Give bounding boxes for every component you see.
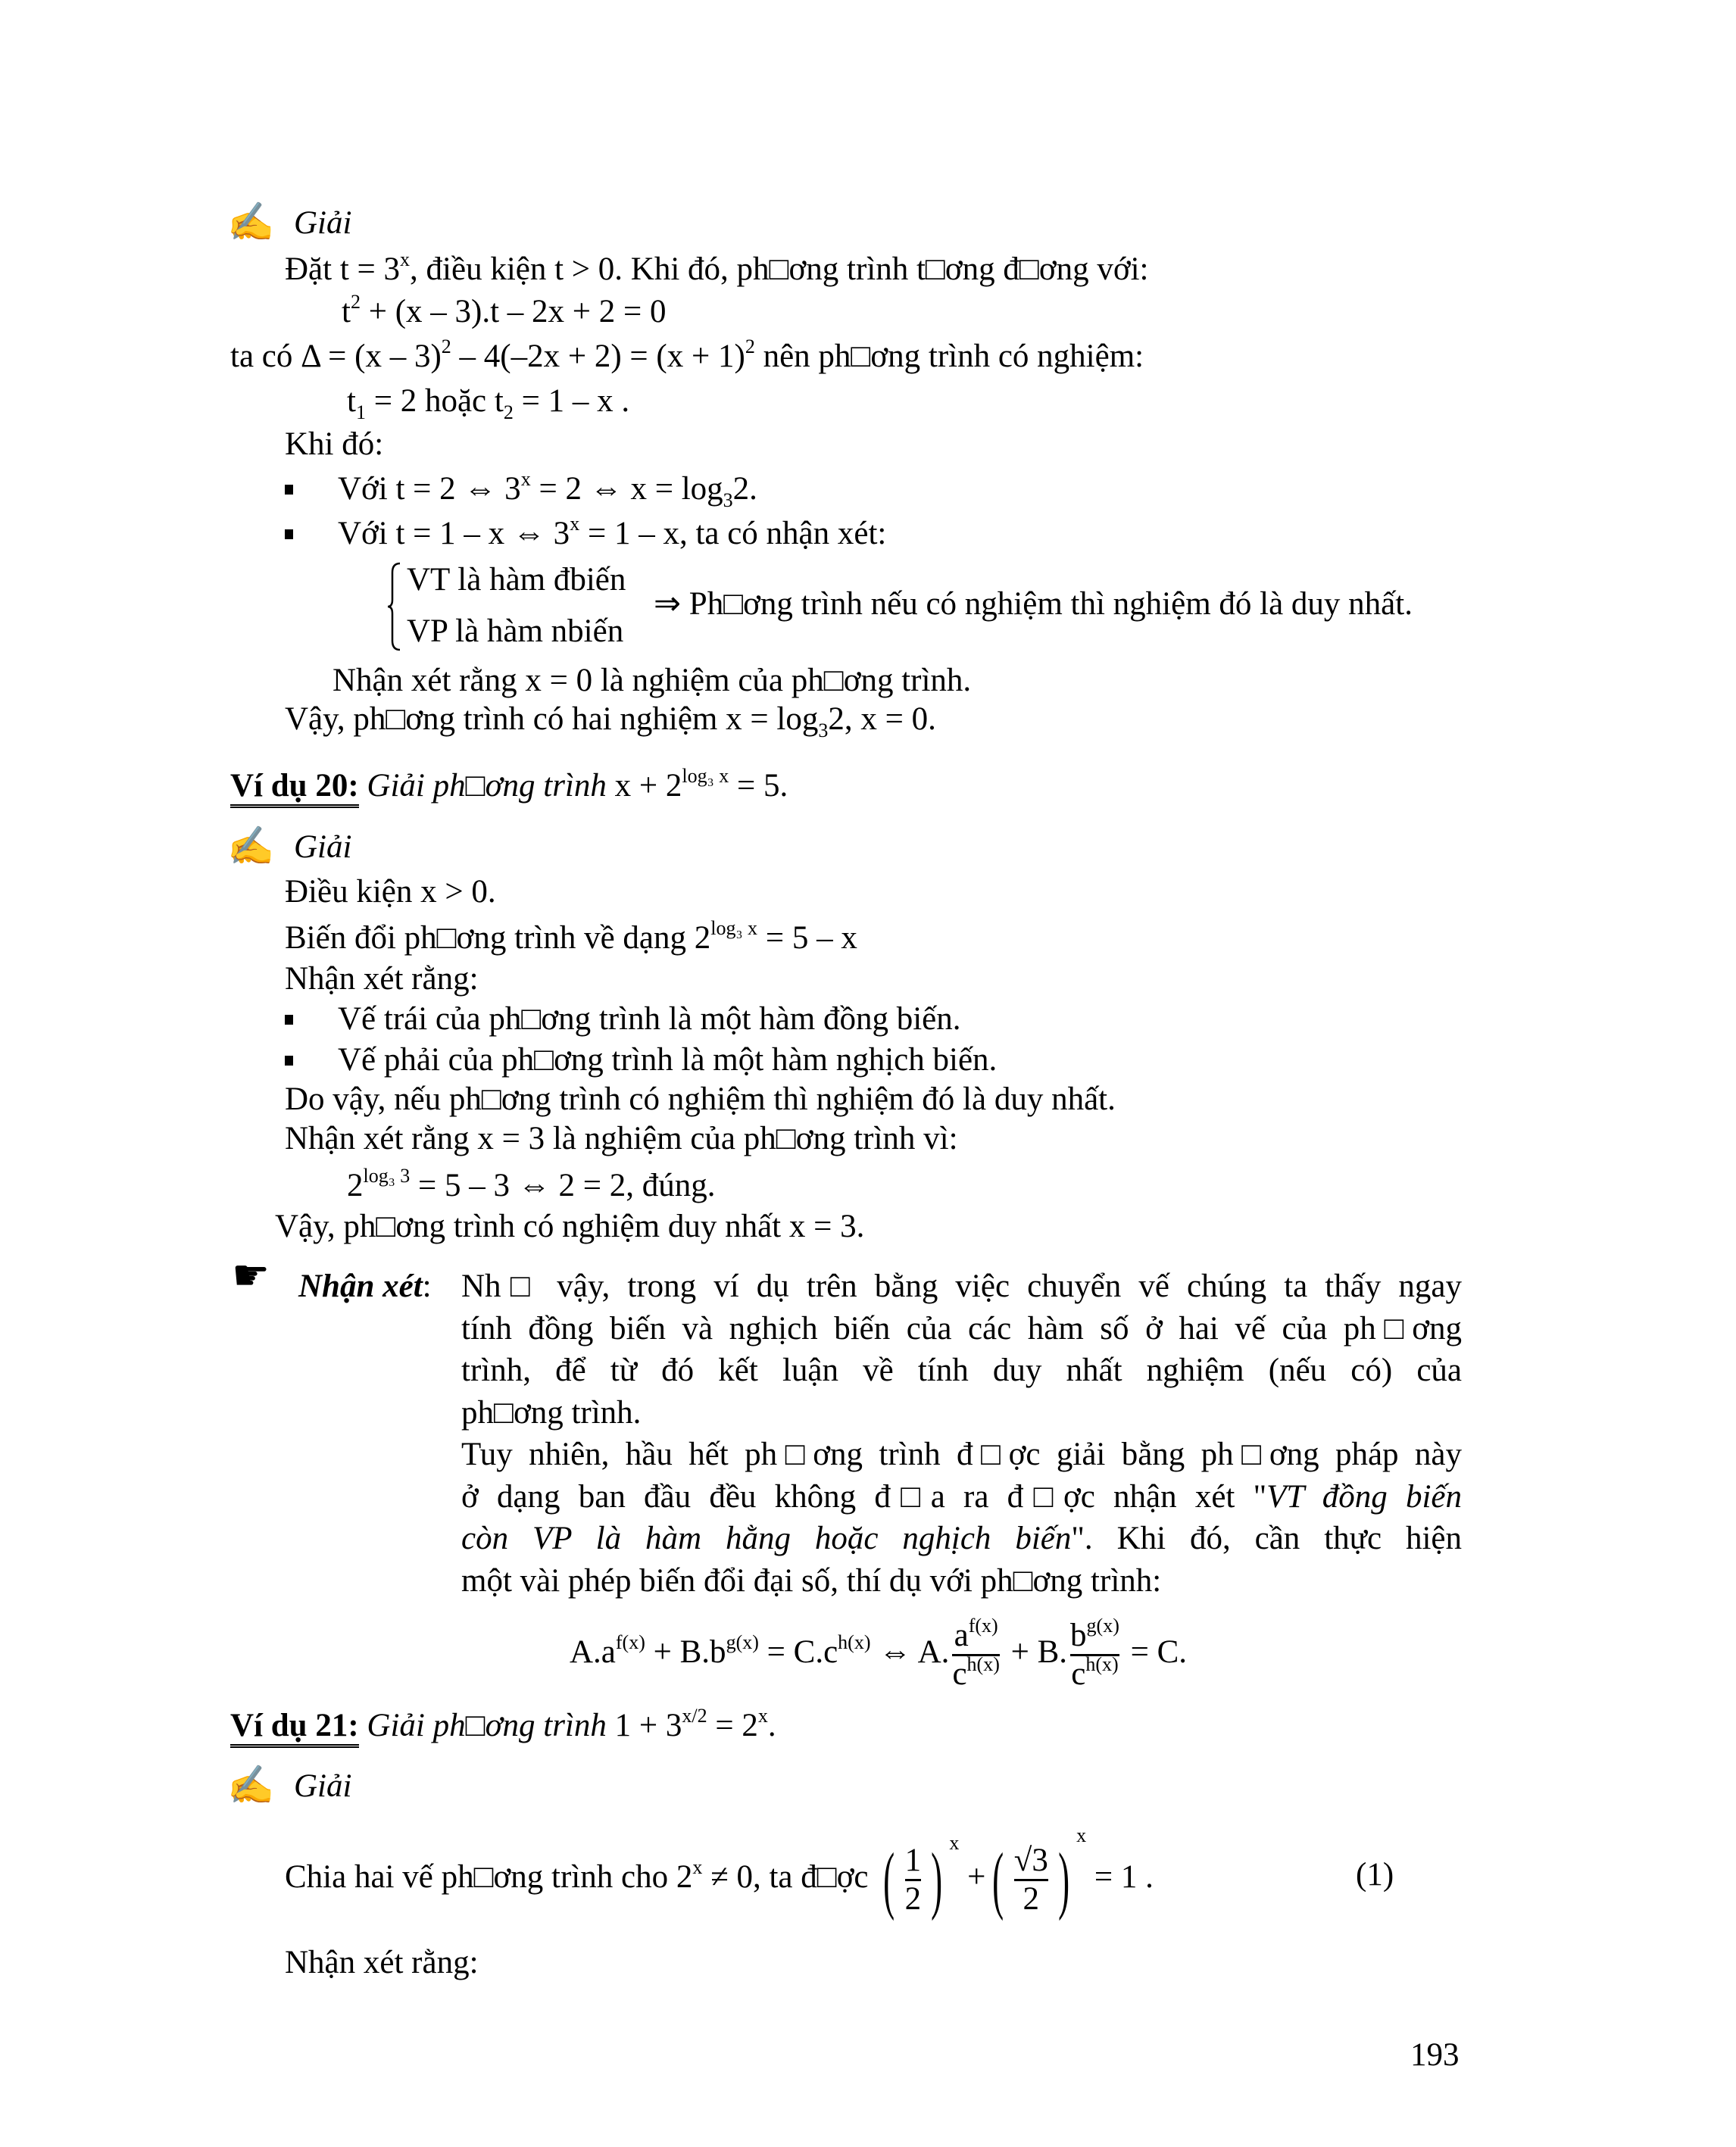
text-run: x [757,1705,768,1727]
formula-mid [1003,1634,1067,1670]
remark-line [461,1269,1462,1305]
solution-label: Giải [294,205,352,241]
text-line [230,335,1144,375]
text-run: 2 [347,1168,364,1203]
text-line [275,1209,864,1245]
text-run: một vài phép biến đổi đại số, thí dụ với ph□ơng trình: [461,1562,1162,1599]
text-line [285,1945,479,1981]
text-run: Chia hai vế ph□ơng trình cho 2 [285,1859,693,1895]
remark-line [461,1437,1462,1473]
denominator: 2 [1023,1880,1040,1917]
text-run: f(x) [615,1631,645,1653]
text-run: = 1 – x . [513,383,630,419]
text-run: Nhận xét rằng: [285,961,479,997]
text-run: h(x) [1085,1652,1119,1675]
fraction [952,1614,1000,1693]
exponent: x [949,1832,960,1854]
text-run: c [952,1655,967,1692]
remark-line [461,1563,1462,1599]
remark-line [461,1311,1462,1347]
text-run: x [692,1856,703,1878]
denominator [1070,1652,1119,1693]
text-run: = 1 – x, ta có nhận xét: [579,516,887,551]
equation-1 [285,1821,1154,1934]
text-run: A.a [570,1634,616,1670]
text-run: t [347,383,356,419]
text-run: – 4(–2x + 2) = (x + 1) [451,339,745,374]
bullet-item [338,1042,997,1078]
text-run: Nhận xét rằng x = 3 là nghiệm của ph□ơng trình vì: [285,1121,958,1156]
text-run: = 5 – 3 ⇔ 2 = 2, đúng. [410,1168,716,1203]
text-line [333,663,971,699]
formula-lhs [570,1631,950,1670]
text-run: x [570,513,580,535]
bullet-icon [285,485,293,495]
text-run: Biến đổi ph□ơng trình về dạng 2 [285,920,711,956]
equals-one: = 1 . [1094,1859,1154,1895]
text-run: 1 + 3 [614,1708,682,1743]
text-run: 3 [723,489,733,511]
numerator [1070,1614,1119,1654]
text-run: x + 2 [614,768,682,804]
equation-line [342,291,667,330]
text-run: x [400,248,411,270]
text-run: + B.b [645,1634,726,1670]
text-run: 1 [355,401,366,423]
remark-label-text: Nhận xét [298,1269,423,1304]
fraction-half [905,1843,922,1918]
remark-line [461,1353,1462,1389]
text-run: 2, x = 0. [828,701,936,737]
solution-label: Giải [294,1768,352,1804]
text-run: log₃ 3 [363,1165,411,1187]
text-line [285,1081,1116,1118]
text-run: ta có Δ = (x – 3) [230,339,442,374]
text-run: ≠ 0, ta đ□ợc [702,1859,877,1895]
bullet-item [338,1001,961,1038]
left-paren: ( [883,1837,895,1922]
example-20 [230,765,788,804]
bullet-icon [285,529,293,539]
bullet-icon [285,1056,293,1066]
text-run: + B. [1002,1634,1068,1670]
pointing-hand-icon: ☛ [232,1253,270,1300]
denominator [952,1652,1000,1693]
text-line [285,426,383,463]
text-run: = C.c [758,1634,838,1670]
text-run: Nhận xét rằng: [285,1945,479,1980]
text-run: = 5. [729,768,788,804]
numerator [952,1614,999,1654]
text-run: c [1071,1655,1086,1692]
text-run: còn VP là hàm hằng hoặc nghịch biến [461,1521,1072,1556]
writing-hand-icon: ✍ [227,201,275,243]
text-line [285,917,857,956]
formula [570,1615,1187,1693]
system-conclusion [654,586,1413,623]
text-run: , điều kiện t > 0. Khi đó, ph□ơng trình t□ơng đ□ơng với: [410,251,1149,287]
fraction [1070,1614,1119,1693]
numerator: 1 [904,1842,922,1878]
remark-line [461,1521,1462,1557]
equation-number: (1) [1356,1857,1394,1893]
text-run: ph□ơng trình. [461,1394,642,1431]
text-run: Giải ph□ơng trình [358,768,615,804]
text-run: tính đồng biến và nghịch biến của các hàm số ở hai vế của ph□ơng [461,1310,1462,1347]
equation-line [347,1165,716,1204]
text-run: g(x) [726,1631,759,1653]
remark-line [461,1479,1462,1515]
text-run: a [954,1617,969,1653]
text-run: 2 [350,291,361,313]
text-line [285,701,936,741]
text-run: VP là hàm nbiến [407,613,624,649]
remark-colon: : [422,1269,432,1304]
text-run: h(x) [838,1631,871,1653]
text-run: Tuy nhiên, hầu hết ph□ơng trình đ□ợc giải bằng ph□ơng pháp này [461,1437,1462,1472]
text-run: = C. [1122,1634,1188,1670]
text-run: g(x) [1086,1614,1119,1637]
page-number: 193 [1410,2037,1460,2073]
solution-label: Giải [294,829,352,865]
text-run: Vế phải của ph□ơng trình là một hàm nghịch biến. [338,1042,998,1078]
text-run: 3 [818,719,829,741]
text-run: Nh□ vậy, trong ví dụ trên bằng việc chuyển vế chúng ta thấy ngay [461,1269,1462,1304]
writing-hand-icon: ✍ [227,825,275,867]
text-run: = 2 [707,1708,758,1743]
plus-sign: + [967,1859,986,1895]
left-paren: ( [992,1837,1004,1922]
text-run: log₃ x [710,917,758,939]
text-run: Do vậy, nếu ph□ơng trình có nghiệm thì nghiệm đó là duy nhất. [285,1081,1116,1117]
text-run: Với t = 2 ⇔ 3 [338,471,521,507]
right-paren: ) [1058,1837,1069,1922]
text-run: Giải ph□ơng trình [358,1708,615,1743]
bullet-icon [285,1015,293,1025]
text-run: Vậy, ph□ơng trình có hai nghiệm x = log [285,701,819,737]
text-run [285,1856,877,1895]
text-run: Nhận xét rằng x = 0 là nghiệm của ph□ơng trình. [333,663,972,698]
text-run: Điều kiện x > 0. [285,874,496,910]
example-heading: Ví dụ 21: [230,1708,359,1748]
text-run: VT đồng biến [1266,1478,1462,1515]
right-paren: ) [931,1837,943,1922]
remark-line [461,1395,1462,1431]
text-run: . [767,1708,776,1743]
text-run: x/2 [682,1705,707,1727]
system-line [407,613,623,650]
text-run: t [342,294,351,329]
text-run: ⇒ Ph□ơng trình nếu có nghiệm thì nghiệm đó là duy nhất. [654,586,1413,622]
brace-icon [386,562,401,651]
text-run: 2 [441,335,451,357]
text-line [285,248,1149,288]
text-run: 2 [745,335,755,357]
text-line [285,874,496,910]
example-problem [358,1705,776,1743]
text-run: f(x) [968,1614,998,1637]
text-run: Khi đó: [285,426,384,462]
text-line [285,961,479,997]
text-run: 2. [732,471,757,507]
writing-hand-icon: ✍ [227,1764,275,1806]
system-line [407,562,626,598]
text-run: ⇔ A. [870,1634,950,1670]
text-run: + (x – 3).t – 2x + 2 = 0 [360,294,667,329]
text-run: ở dạng ban đầu đều không đ□a ra đ□ợc nhận xét " [461,1478,1267,1515]
fraction-sqrt3-half [1014,1843,1048,1918]
text-run: b [1070,1617,1087,1653]
text-run: Vế trái của ph□ơng trình là một hàm đồng biến. [338,1001,961,1037]
equation-line [347,383,630,423]
text-run: h(x) [966,1652,1000,1675]
text-run: = 2 ⇔ x = log [530,471,723,507]
text-run: Đặt t = 3 [285,251,401,287]
text-run: Với t = 1 – x ⇔ 3 [338,516,570,551]
text-run: VT là hàm đbiến [407,562,626,598]
text-run: Vậy, ph□ơng trình có nghiệm duy nhất x = 3. [275,1209,865,1244]
bullet-item [338,468,757,511]
text-run: = 2 hoặc t [365,383,504,419]
text-run: log₃ x [682,765,729,787]
example-problem [358,765,788,804]
text-run: x [520,468,531,490]
text-run: trình, để từ đó kết luận về tính duy nhất nghiệm (nếu có) của [461,1353,1462,1388]
denominator: 2 [904,1880,922,1917]
remark-label [298,1269,432,1305]
example-21 [230,1705,776,1744]
example-heading: Ví dụ 20: [230,768,359,808]
text-run: ". Khi đó, cần thực hiện [1071,1521,1462,1556]
numerator: √3 [1013,1842,1048,1878]
text-line [285,1121,958,1157]
exponent: x [1076,1824,1087,1846]
text-run: = 5 – x [757,920,857,956]
bullet-item [338,513,887,552]
text-run: nên ph□ơng trình có nghiệm: [754,339,1144,374]
text-run: 2 [503,401,514,423]
formula-rhs [1122,1634,1187,1670]
